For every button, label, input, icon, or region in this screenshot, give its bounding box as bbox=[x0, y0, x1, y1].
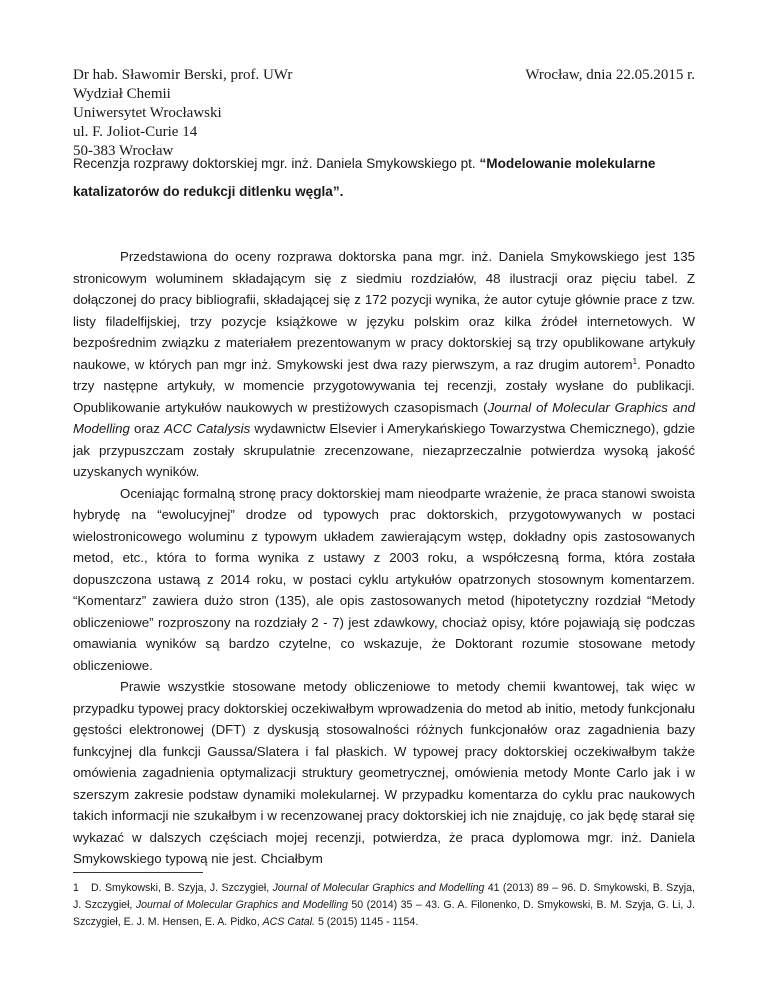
footnote-separator bbox=[73, 872, 203, 873]
sender-city: 50-383 Wrocław bbox=[73, 143, 174, 159]
sender-street: ul. F. Joliot-Curie 14 bbox=[73, 124, 198, 140]
footnote-text-d: 5 (2015) 1145 - 1154. bbox=[315, 916, 419, 928]
journal-name-jmgm: Journal of Molecular Graphics and Modelling bbox=[73, 399, 695, 436]
paragraph-1-text-d: wydawnictw Elsevier i Amerykańskiego Towarzystwa Chemicznego), gdzie jak przypuszczam zostały skrupulatnie zrecenzowane, niezaprzeczalnie potwierdza wysoką jakość uzyskanych wyników. bbox=[73, 421, 695, 479]
sender-university: Uniwersytet Wrocławski bbox=[73, 105, 222, 121]
footnote-journal-2: Journal of Molecular Graphics and Modelling bbox=[135, 899, 348, 911]
review-body bbox=[73, 246, 695, 870]
review-title bbox=[73, 150, 695, 206]
footnote-text-b: 41 (2013) 89 – 96. D. Smykowski, B. Szyja, J. Szczygieł, bbox=[73, 882, 695, 911]
paragraph-2: Oceniając formalną stronę pracy doktorskiej mam nieodparte wrażenie, że praca stanowi swoista hybrydę na “ewolucyjnej” drodze od typowych prac doktorskich, przygotowywanych w postaci wielostronicowego woluminu z typowym układem zawierającym wstęp, dokładny opis zastosowanych metod, etc., która to forma wynika z ustawy z 2003 roku, a współczesną forma, która została dopuszczona ustawą z 2014 roku, w postaci cyklu artykułów opatrzonych stosownym komentarzem. “Komentarz” zawiera dużo stron (135), ale opis zastosowanych metod (hipotetyczny rozdział “Metody obliczeniowe” rozproszony na rozdziały 2 - 7) jest zdawkowy, chociaż opisy, które pojawiają się podczas omawiania wyników są bardzo czytelne, co wskazuje, że Doktorant rozumie stosowane metody obliczeniowe. bbox=[73, 485, 695, 673]
footnote bbox=[73, 880, 695, 931]
paragraph-1-text-a: Przedstawiona do oceny rozprawa doktorska pana mgr. inż. Daniela Smykowskiego jest 135 stronicowym woluminem składającym się z siedmiu rozdziałów, 48 ilustracji oraz pięciu tabel. Z dołączonej do pracy bibliografii, składającej się z 172 pozycji wynika, że autor cytuje głównie prace z tzw. listy filadelfijskiej, trzy pozycje książkowe w języku polskim oraz kilka źródeł internetowych. W bezpośrednim związku z materiałem prezentowanym w pracy doktorskiej są trzy opublikowane artykuły naukowe, w których pan mgr inż. Smykowski jest dwa razy pierwszym, a raz drugim autorem bbox=[73, 249, 695, 372]
sender-address-block bbox=[73, 66, 292, 161]
sender-name: Dr hab. Sławomir Berski, prof. UWr bbox=[73, 67, 293, 83]
footnote-journal-1: Journal of Molecular Graphics and Modelling bbox=[272, 882, 485, 894]
footnote-text-c: 50 (2014) 35 – 43. G. A. Filonenko, D. Smykowski, B. M. Szyja, G. Li, J. Szczygieł, E. J. M. Hensen, E. A. Pidko, bbox=[73, 899, 695, 928]
sender-department: Wydział Chemii bbox=[73, 86, 171, 102]
place-and-date: Wrocław, dnia 22.05.2015 r. bbox=[525, 67, 695, 83]
journal-name-acc: ACC Catalysis bbox=[164, 421, 251, 436]
footnote-text-a: D. Smykowski, B. Szyja, J. Szczygieł, bbox=[91, 882, 273, 894]
dissertation-title: “Modelowanie molekularne katalizatorów do redukcji ditlenku węgla”. bbox=[73, 156, 656, 199]
paragraph-3: Prawie wszystkie stosowane metody obliczeniowe to metody chemii kwantowej, tak więc w przypadku typowej pracy doktorskiej oczekiwałbym wprowadzenia do metod ab initio, metody funkcjonału gęstości elektronowej (DFT) z dyskusją stosowalności różnych funkcjonałów oraz zagadnienia bazy funkcyjnej dla funkcji Gaussa/Slatera i fal płaskich. W typowej pracy doktorskiej oczekiwałbym także omówienia zagadnienia optymalizacji struktury geometrycznej, omówienia metody Monte Carlo jak i w szerszym zakresie podstaw dynamiki molekularnej. W przypadku komentarza do cyklu prac naukowych takich informacji nie szukałbym i w recenzowanej pracy doktorskiej ich nie znajduję, co jak będę starał się wykazać w dalszych częściach mojej recenzji, potwierdza, że praca dyplomowa mgr. inż. Daniela Smykowskiego typową nie jest. Chciałbym bbox=[73, 679, 695, 866]
title-prefix: Recenzja rozprawy doktorskiej mgr. inż. Daniela Smykowskiego pt. bbox=[73, 156, 480, 171]
footnote-mark: 1 bbox=[73, 882, 79, 894]
footnote-journal-3: ACS Catal. bbox=[262, 916, 315, 928]
footnote-reference: 1 bbox=[632, 356, 638, 366]
paragraph-1 bbox=[73, 246, 695, 483]
paragraph-1-text-c: oraz bbox=[129, 421, 165, 436]
paragraph-1-text-b: . Ponadto trzy następne artykuły, w momencie przygotowywania tej recenzji, zostały wysłane do publikacji. Opublikowanie artykułów naukowych w prestiżowych czasopismach ( bbox=[73, 356, 695, 415]
